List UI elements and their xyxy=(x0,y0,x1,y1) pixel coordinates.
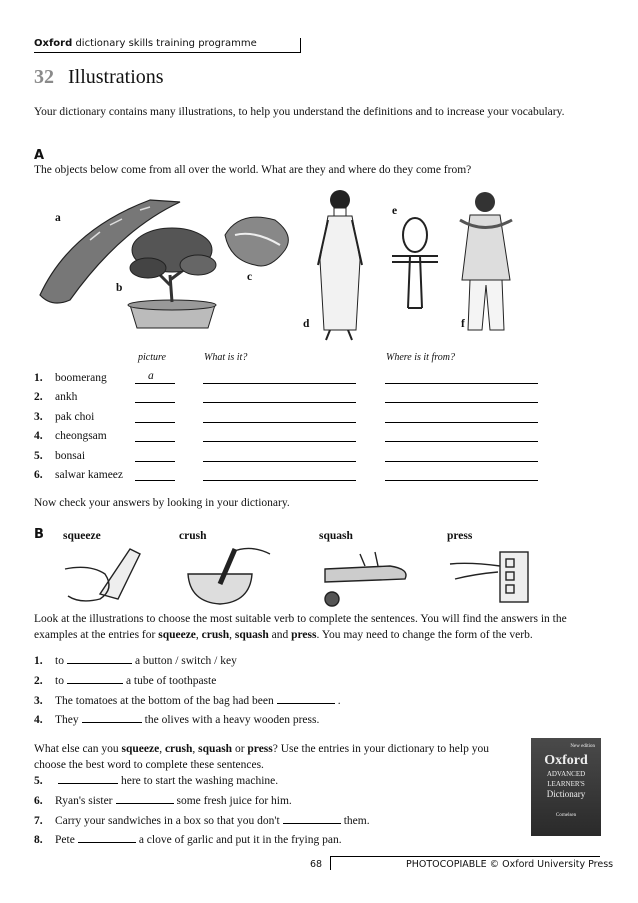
sentence-number: 1. xyxy=(34,655,43,667)
book-publisher: Cornelsen xyxy=(555,813,577,818)
picture-letter: d xyxy=(303,318,310,330)
col-picture-header: picture xyxy=(138,352,166,363)
picture-letter: b xyxy=(116,282,123,294)
item-number: 5. xyxy=(34,450,43,462)
item-number: 2. xyxy=(34,391,43,403)
header-tick xyxy=(300,38,301,53)
exercise-sentence xyxy=(34,815,370,827)
exercise-sentence xyxy=(34,695,341,707)
item-word: salwar kameez xyxy=(55,469,124,481)
brand-name: Oxford xyxy=(34,38,73,49)
pak-choi-illustration xyxy=(225,217,288,266)
sentence-end: a clove of garlic and put it in the frying pan. xyxy=(138,834,342,846)
exercise-sentence xyxy=(34,714,319,726)
section-b-intro: Look at the illustrations to choose the most suitable verb to complete the sentences. You will find the answers in the examples at the entries for squeeze, crush, squash and press. You may need to change the form of the verb. xyxy=(34,613,567,641)
picture-answer-line xyxy=(135,402,175,403)
picture-answer-line xyxy=(135,383,175,384)
answer-blank[interactable] xyxy=(82,722,142,723)
objects-illustration xyxy=(30,190,610,350)
exercise-sentence xyxy=(34,775,278,787)
unit-number: 32 xyxy=(34,66,54,88)
item-word: ankh xyxy=(55,391,78,403)
cheongsam-illustration xyxy=(318,190,362,340)
press-illustration xyxy=(450,552,528,602)
sentence-end: a tube of toothpaste xyxy=(125,675,217,687)
picture-letter: f xyxy=(461,318,465,330)
picture-answer-line xyxy=(135,461,175,462)
item-number: 1. xyxy=(34,372,43,384)
answer-blank[interactable] xyxy=(67,663,132,664)
item-word: boomerang xyxy=(55,372,107,384)
exercise-sentence xyxy=(34,655,237,667)
where-answer-line[interactable] xyxy=(385,383,538,384)
sentence-start: to xyxy=(55,655,64,667)
ankh-illustration xyxy=(392,218,438,308)
what-answer-line[interactable] xyxy=(203,480,356,481)
exercise-sentence xyxy=(34,675,216,687)
picture-letter: e xyxy=(392,205,398,217)
sentence-number: 6. xyxy=(34,795,43,807)
answer-blank[interactable] xyxy=(58,783,118,784)
sentence-end: a button / switch / key xyxy=(134,655,237,667)
exercise-sentence xyxy=(34,834,342,846)
verb-squeeze: squeeze xyxy=(63,530,101,542)
item-word: cheongsam xyxy=(55,430,107,442)
section-a-question: The objects below come from all over the world. What are they and where do they come from? xyxy=(34,164,472,176)
picture-answer: a xyxy=(148,370,154,382)
footer-rule xyxy=(330,856,600,857)
where-answer-line[interactable] xyxy=(385,480,538,481)
col-what-header: What is it? xyxy=(204,352,248,363)
sentence-number: 4. xyxy=(34,714,43,726)
what-answer-line[interactable] xyxy=(203,402,356,403)
sentence-number: 7. xyxy=(34,815,43,827)
answer-blank[interactable] xyxy=(277,703,335,704)
sentence-number: 3. xyxy=(34,695,43,707)
sentence-end: them. xyxy=(343,815,370,827)
dictionary-cover xyxy=(531,738,601,836)
where-answer-line[interactable] xyxy=(385,441,538,442)
section-a-label: A xyxy=(34,148,45,163)
what-answer-line[interactable] xyxy=(203,461,356,462)
item-word: bonsai xyxy=(55,450,86,462)
answer-blank[interactable] xyxy=(78,842,136,843)
what-answer-line[interactable] xyxy=(203,422,356,423)
item-number: 6. xyxy=(34,469,43,481)
sentence-start: The tomatoes at the bottom of the bag had been xyxy=(55,695,274,707)
verb-press: press xyxy=(447,530,473,542)
sentence-number: 8. xyxy=(34,834,43,846)
programme-name: dictionary skills training programme xyxy=(75,38,257,49)
item-word: pak choi xyxy=(55,411,95,423)
footer-tick xyxy=(330,856,331,870)
verb-illustrations xyxy=(60,544,540,610)
header-rule xyxy=(34,52,300,53)
crush-illustration xyxy=(188,548,270,604)
check-instruction: Now check your answers by looking in your dictionary. xyxy=(34,497,290,509)
what-answer-line[interactable] xyxy=(203,383,356,384)
sentence-start: They xyxy=(55,714,79,726)
answer-blank[interactable] xyxy=(67,683,123,684)
squeeze-illustration xyxy=(65,549,140,601)
answer-blank[interactable] xyxy=(283,823,341,824)
picture-answer-line xyxy=(135,441,175,442)
verb-squash: squash xyxy=(319,530,353,542)
sentence-end: some fresh juice for him. xyxy=(176,795,292,807)
col-where-header: Where is it from? xyxy=(386,352,455,363)
running-header xyxy=(34,38,257,49)
copyright: PHOTOCOPIABLE © Oxford University Press xyxy=(406,859,614,870)
sentence-number: 2. xyxy=(34,675,43,687)
picture-letter: c xyxy=(247,271,253,283)
item-number: 4. xyxy=(34,430,43,442)
item-number: 3. xyxy=(34,411,43,423)
sentence-start: Pete xyxy=(55,834,75,846)
sentence-start: Carry your sandwiches in a box so that you don't xyxy=(55,815,280,827)
sentence-start: to xyxy=(55,675,64,687)
intro-text: Your dictionary contains many illustrations, to help you understand the definitions and to increase your vocabulary. xyxy=(34,106,565,118)
bonsai-illustration xyxy=(128,228,216,328)
what-answer-line[interactable] xyxy=(203,441,356,442)
section-b-label: B xyxy=(34,527,44,542)
book-title: Oxford xyxy=(544,753,588,768)
salwar-kameez-illustration xyxy=(460,192,512,330)
sentence-start: Ryan's sister xyxy=(55,795,113,807)
exercise-sentence xyxy=(34,795,292,807)
picture-answer-line xyxy=(135,422,175,423)
section-b-question-2: What else can you squeeze, crush, squash or press? Use the entries in your dictionary to help you choose the best word to complete these sentences. xyxy=(34,743,489,771)
sentence-end: here to start the washing machine. xyxy=(121,775,279,787)
page-title: Illustrations xyxy=(68,66,164,88)
sentence-number: 5. xyxy=(34,775,43,787)
sentence-end: the olives with a heavy wooden press. xyxy=(144,714,320,726)
picture-answer-line xyxy=(135,480,175,481)
book-line: ADVANCED xyxy=(546,770,586,778)
squash-illustration xyxy=(325,552,406,606)
answer-blank[interactable] xyxy=(116,803,174,804)
book-line: Dictionary xyxy=(546,789,586,799)
page-number: 68 xyxy=(310,859,323,870)
where-answer-line[interactable] xyxy=(385,461,538,462)
verb-crush: crush xyxy=(179,530,207,542)
where-answer-line[interactable] xyxy=(385,402,538,403)
book-edition: New edition xyxy=(570,744,595,749)
sentence-end: . xyxy=(337,695,341,707)
picture-letter: a xyxy=(55,212,61,224)
book-line: LEARNER'S xyxy=(547,780,585,788)
where-answer-line[interactable] xyxy=(385,422,538,423)
